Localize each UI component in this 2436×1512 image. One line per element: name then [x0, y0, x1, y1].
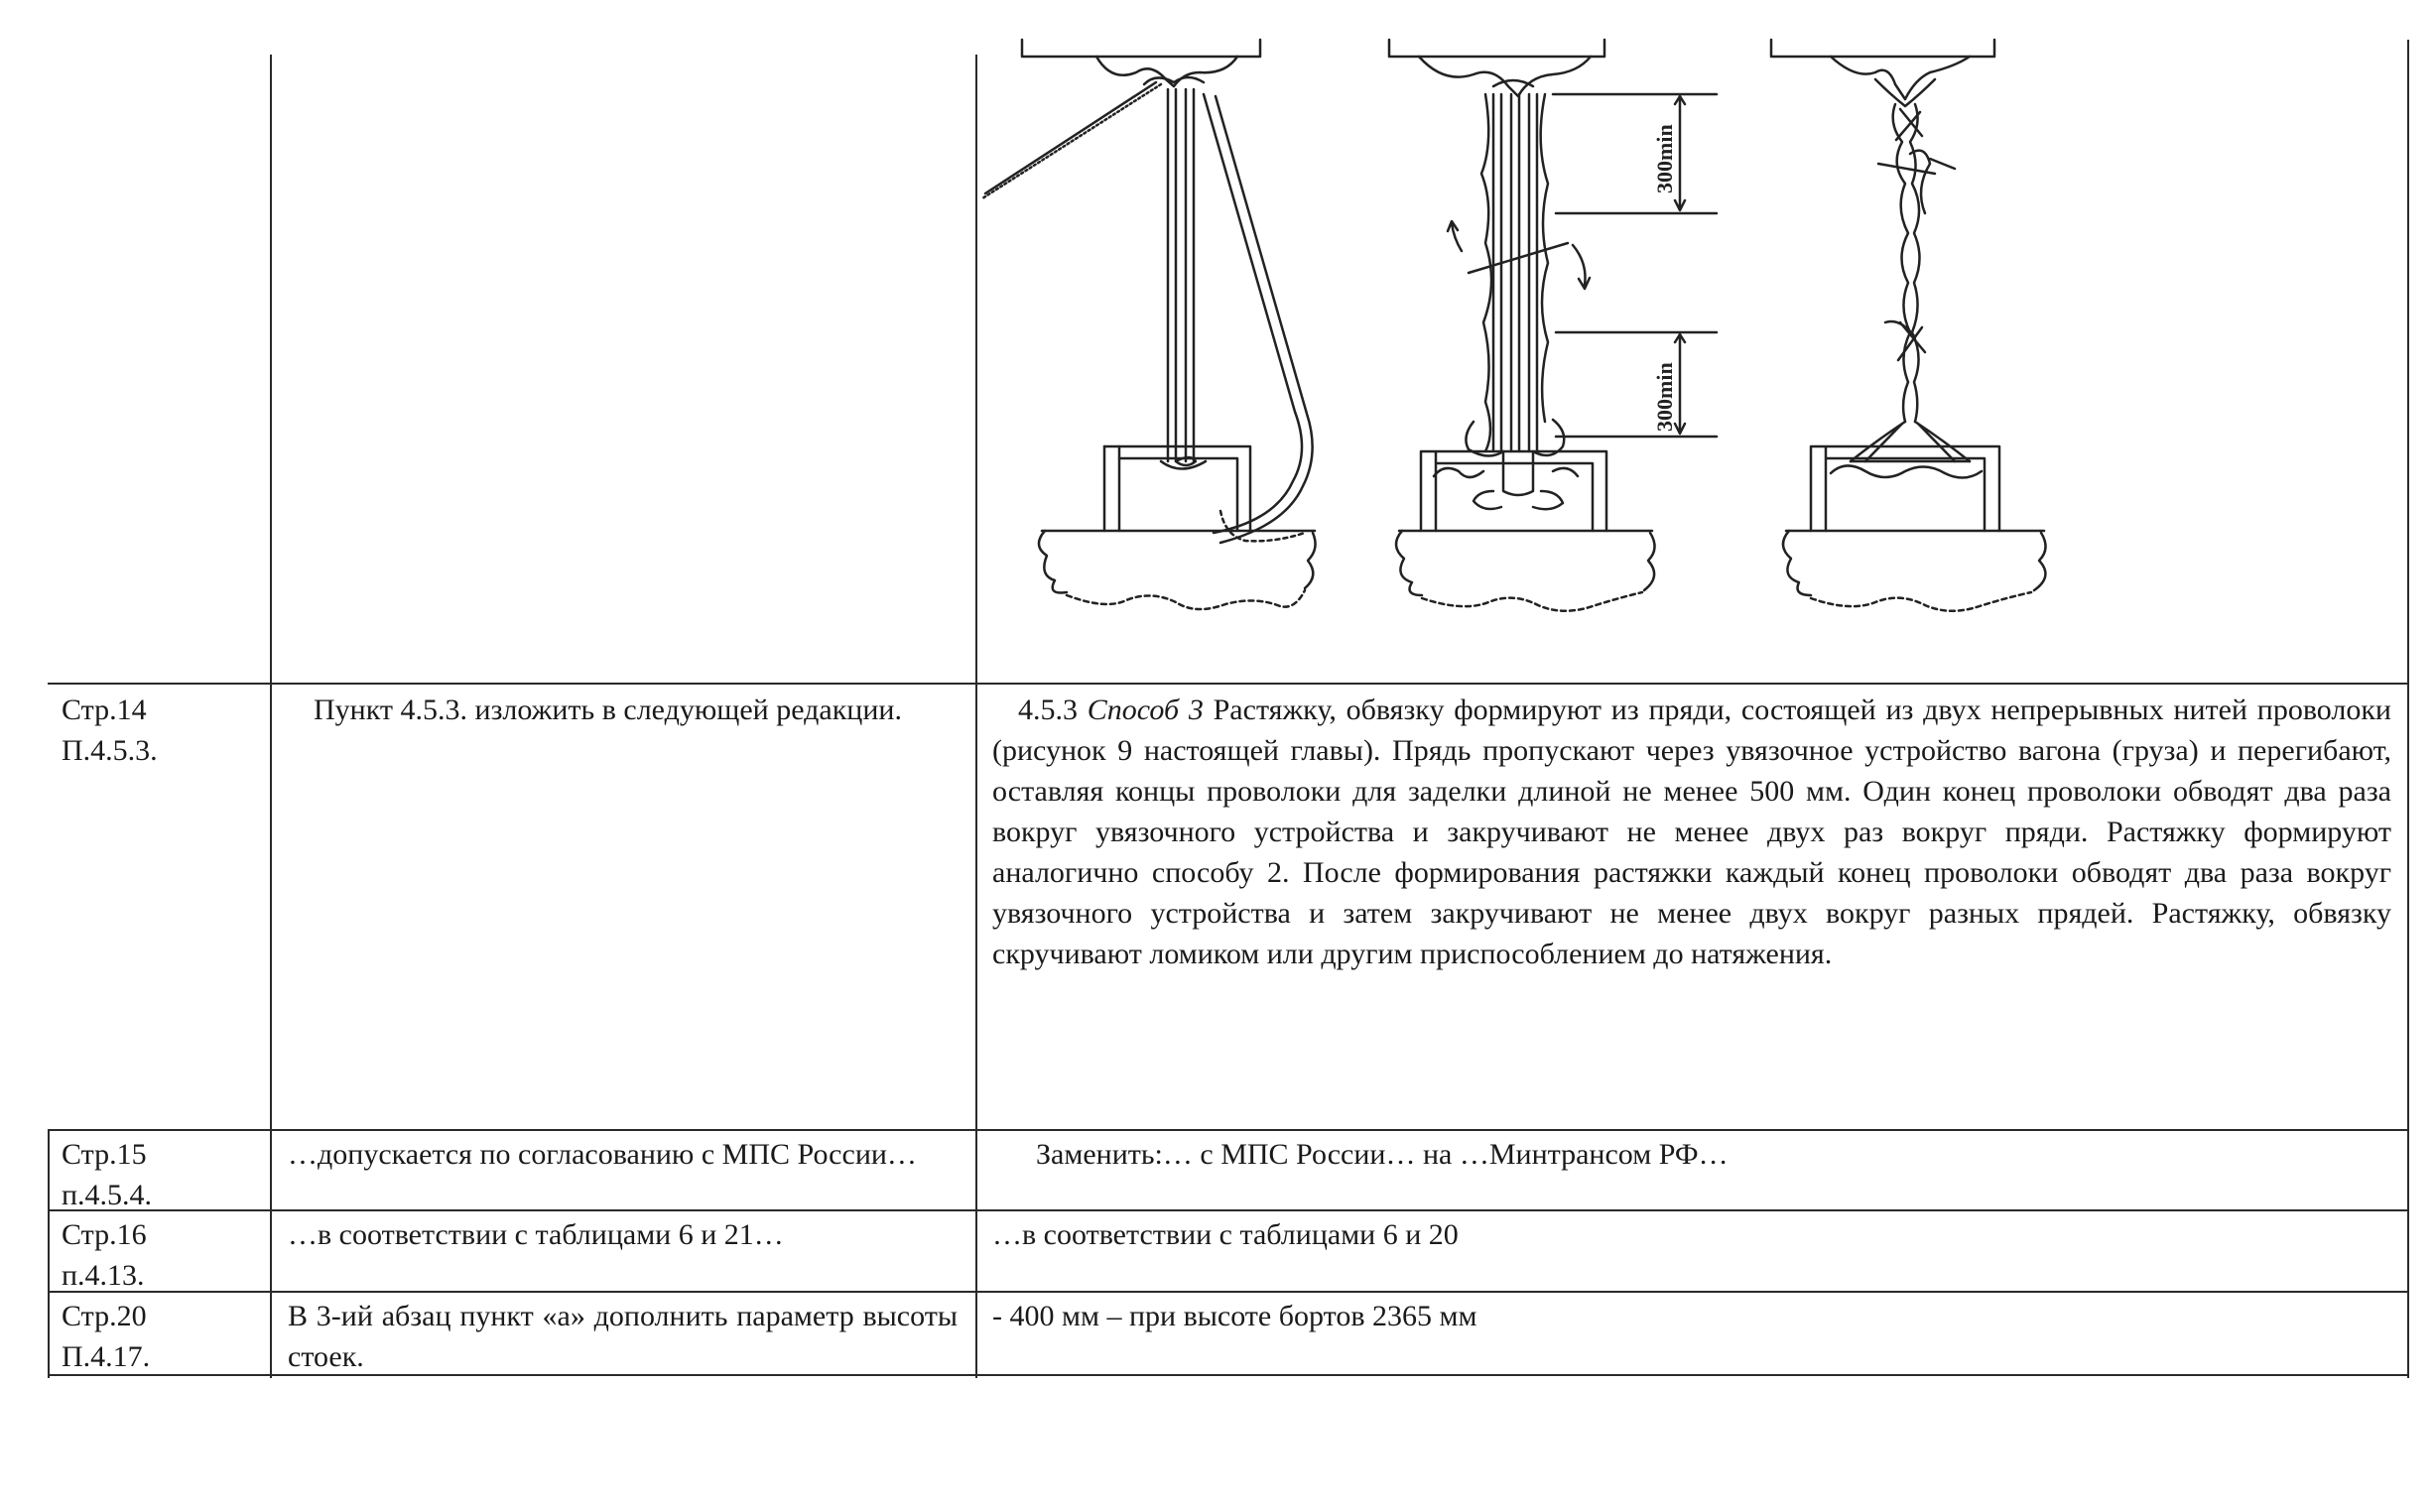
row3-clause: п.4.13. — [62, 1259, 145, 1292]
row1-clause: П.4.5.3. — [62, 734, 158, 767]
row1-revised — [992, 690, 2391, 974]
row4-clause: П.4.17. — [62, 1340, 151, 1373]
row3-revised: …в соответствии с таблицами 6 и 20 — [992, 1218, 1459, 1251]
row4-revised: - 400 мм – при высоте бортов 2365 мм — [992, 1300, 1477, 1332]
row4-page: Стр.20 — [62, 1300, 147, 1332]
row2-revised: Заменить:… с МПС России… на …Минтрансом РФ… — [1036, 1138, 1729, 1171]
wire-tie-diagram — [977, 25, 2396, 660]
row3-original: …в соответствии с таблицами 6 и 21… — [288, 1218, 784, 1251]
row-divider-3 — [48, 1209, 2409, 1211]
row-divider-1 — [48, 683, 2409, 685]
dimension-label-300-lower: 300min — [1652, 362, 1677, 432]
figure-method-3 — [1771, 40, 2046, 611]
row4-original: В 3-ий абзац пункт «а» дополнить параметр высоты стоек. — [288, 1300, 958, 1373]
row3-page-cell — [62, 1214, 260, 1296]
row1-revised-text: Растяжку, обвязку формируют из пряди, состоящей из двух непрерывных нитей проволоки (рисунок 9 настоящей главы). Прядь пропускают через увязочное устройство вагона (груза) и перегибают, оставляя концы проволоки для заделки длиной не менее 500 мм. Один конец проволоки обводят два раза вокруг увязочного устройства и закручивают не менее двух раз вокруг пряди. Растяжку формируют аналогично способу 2. После формирования растяжки каждый конец проволоки обводят два раза вокруг увязочного устройства и затем закручивают не менее двух вокруг разных прядей. Растяжку, обвязку скручивают ломиком или другим приспособлением до натяжения. — [992, 693, 2391, 970]
row-divider-4 — [48, 1291, 2409, 1293]
column-divider-1 — [270, 55, 272, 1378]
row1-page-cell — [62, 690, 260, 771]
figure-method-1 — [982, 40, 1316, 609]
row2-clause: п.4.5.4. — [62, 1179, 153, 1211]
row3-page: Стр.16 — [62, 1218, 147, 1251]
table-border-right — [2407, 40, 2409, 1378]
row1-page: Стр.14 — [62, 693, 147, 726]
row2-page-cell — [62, 1134, 260, 1215]
row1-original: Пункт 4.5.3. изложить в следующей редакции. — [314, 693, 902, 726]
row2-page: Стр.15 — [62, 1138, 147, 1171]
row4-page-cell — [62, 1296, 260, 1377]
table-border-left — [48, 1129, 50, 1378]
row1-revised-italic: Способ 3 — [1087, 693, 1204, 726]
row1-revised-prefix: 4.5.3 — [1018, 693, 1088, 726]
dimension-label-300-upper: 300min — [1652, 124, 1677, 193]
row-divider-2 — [48, 1129, 2409, 1131]
row2-original: …допускается по согласованию с МПС России… — [288, 1138, 917, 1171]
